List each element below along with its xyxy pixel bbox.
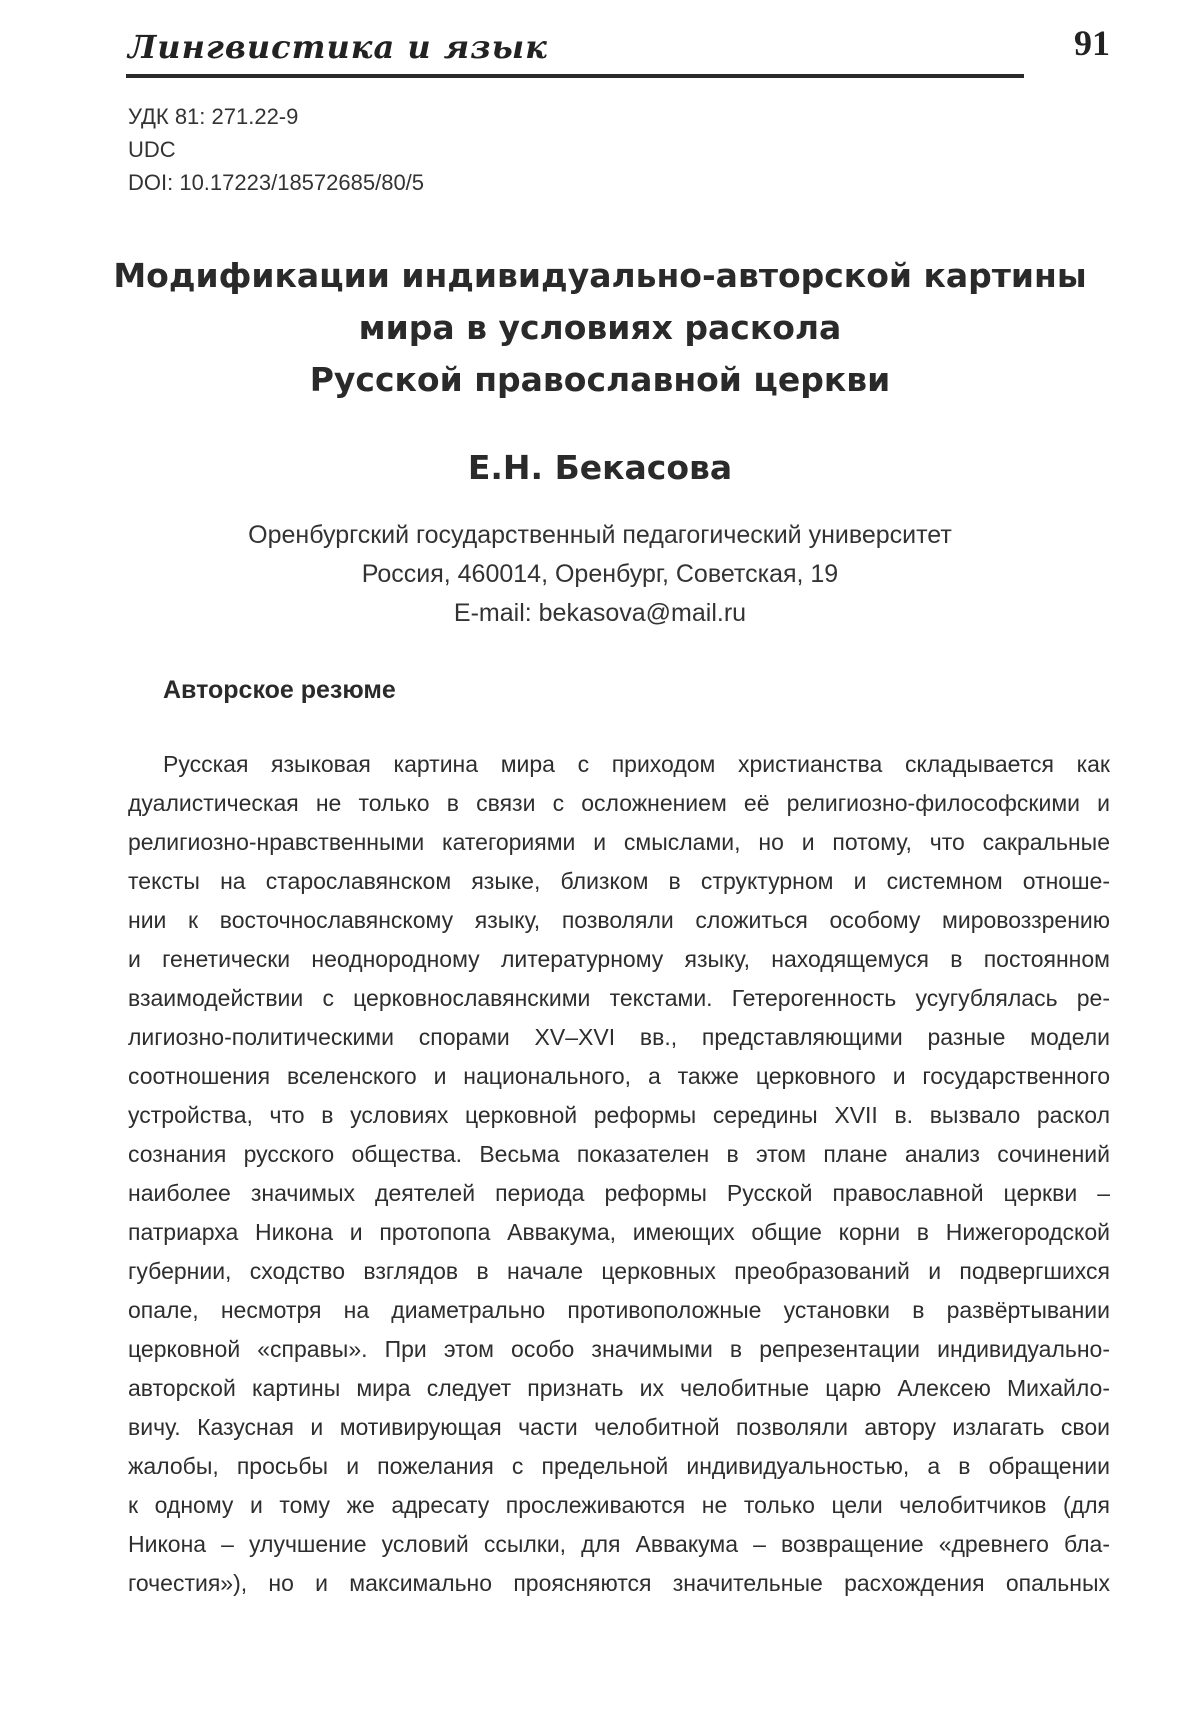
author-affiliation [100,516,1100,633]
abstract-line: опале, несмотря на диаметрально противоположные установки в развёртывании [128,1297,1110,1323]
abstract-body [128,745,1110,1603]
abstract-line: соотношения вселенского и национального, а также церковного и государственного [128,1063,1110,1089]
title-line: Русской православной церкви [309,360,891,399]
abstract-line: церковной «справы». При этом особо значимыми в репрезентации индивидуально- [128,1336,1110,1362]
abstract-line: взаимодействии с церковнославянскими текстами. Гетерогенность усугублялась ре- [128,985,1110,1011]
abstract-line: устройства, что в условиях церковной реформы середины XVII в. вызвало раскол [128,1102,1110,1128]
author-name: Е.Н. Бекасова [467,448,733,487]
abstract-line: к одному и тому же адресату прослеживаются не только цели челобитчиков (для [128,1492,1110,1518]
email: E-mail: bekasova@mail.ru [453,599,747,627]
abstract-line: дуалистическая не только в связи с осложнением её религиозно-философскими и [128,790,1110,816]
abstract-line: вичу. Казусная и мотивирующая части челобитной позволяли автору излагать свои [128,1414,1110,1440]
abstract-line: и генетически неоднородному литературному языку, находящемуся в постоянном [128,946,1110,972]
abstract-line: религиозно-нравственными категориями и смыслами, но и потому, что сакральные [128,829,1110,855]
udc-code: UDC [128,137,176,162]
address: Россия, 460014, Оренбург, Советская, 19 [361,560,839,588]
abstract-line: лигиозно-политическими спорами XV–XVI вв., представляющими разные модели [128,1024,1110,1050]
abstract-line: авторской картины мира следует признать их челобитные царю Алексею Михайло- [128,1375,1110,1401]
title-line: Модификации индивидуально-авторской картины [113,256,1087,295]
abstract-line: нии к восточнославянскому языку, позволяли сложиться особому мировоззрению [128,907,1110,933]
abstract-line: наиболее значимых деятелей периода реформы Русской православной церкви – [128,1180,1110,1206]
title-line: мира в условиях раскола [358,308,842,347]
abstract-heading: Авторское резюме [163,676,396,704]
running-head: Лингвистика и язык [128,28,548,66]
doi: DOI: 10.17223/18572685/80/5 [128,170,425,195]
article-metadata [128,100,424,199]
abstract-line: сознания русского общества. Весьма показателен в этом плане анализ сочинений [128,1141,1110,1167]
abstract-line: губернии, сходство взглядов в начале церковных преобразований и подвергшихся [128,1258,1110,1284]
abstract-line: Русская языковая картина мира с приходом христианства складывается как [163,751,1110,777]
udk-code: УДК 81: 271.22-9 [128,104,299,129]
abstract-line: патриарха Никона и протопопа Аввакума, имеющих общие корни в Нижегородской [128,1219,1110,1245]
abstract-line: тексты на старославянском языке, близком в структурном и системном отноше- [128,868,1110,894]
page-number: 91 [1074,23,1110,63]
article-title [100,250,1100,406]
abstract-line: Никона – улучшение условий ссылки, для Аввакума – возвращение «древнего бла- [128,1531,1110,1557]
header-divider [126,74,1024,78]
abstract-line: жалобы, просьбы и пожелания с предельной индивидуальностью, а в обращении [128,1453,1110,1479]
abstract-line: гочестия»), но и максимально проясняются значительные расхождения опальных [128,1570,1110,1596]
institution: Оренбургский государственный педагогический университет [248,521,952,549]
